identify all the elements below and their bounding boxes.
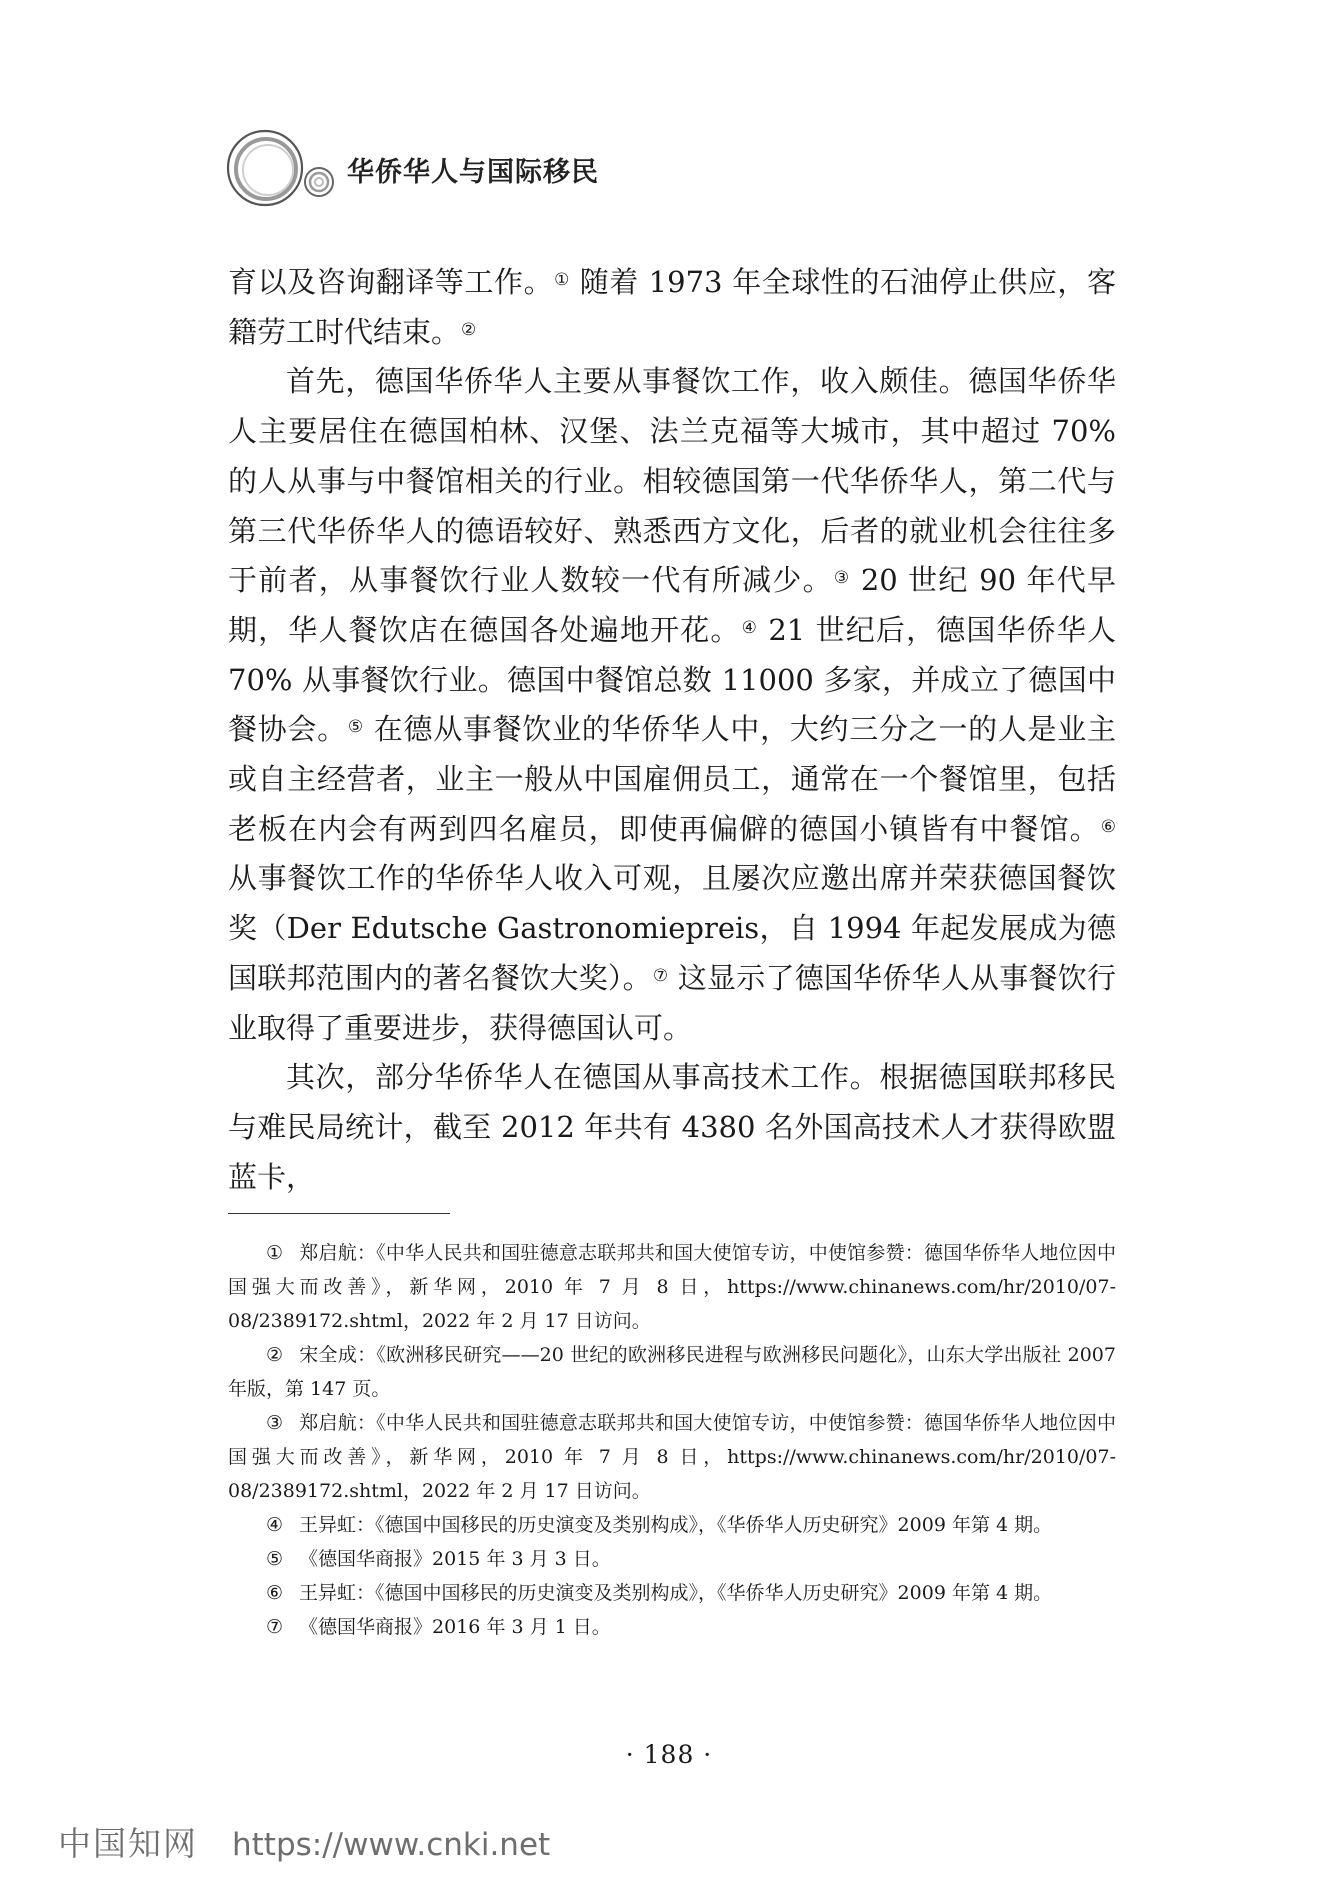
footnote-text: 郑启航：《中华人民共和国驻德意志联邦共和国大使馆专访，中使馆参赞：德国华侨华人地位因中国强大而改善》，新华网，2010 年 7 月 8 日，https://www.chinanews.com/hr/2010/07-08/2389172.shtml，2022 年 2 月 17 日访问。 — [228, 1242, 1116, 1332]
body-paragraph — [228, 357, 1116, 1053]
watermark-url: https://www.cnki.net — [232, 1827, 551, 1863]
footnote-divider — [228, 1213, 450, 1214]
text-segment: 从事餐饮工作的华侨华人收入可观，且屡次应邀出席并荣获德国餐饮奖（Der Edutsche Gastronomiepreis，自 1994 年起发展成为德国联邦范围内的著名餐饮大奖）。 — [228, 861, 1116, 995]
footnote — [228, 1508, 1116, 1542]
body-paragraph — [228, 258, 1116, 357]
footnote-mark: ② — [266, 1344, 284, 1366]
watermark — [58, 1818, 550, 1865]
footnote-reference: ② — [461, 319, 477, 340]
footnote-text: 王异虹：《德国中国移民的历史演变及类别构成》，《华侨华人历史研究》2009 年第 4 期。 — [299, 1582, 1053, 1604]
footnote-text: 王异虹：《德国中国移民的历史演变及类别构成》，《华侨华人历史研究》2009 年第 4 期。 — [299, 1514, 1053, 1536]
text-segment: 首先，德国华侨华人主要从事餐饮工作，收入颇佳。德国华侨华人主要居住在德国柏林、汉堡、法兰克福等大城市，其中超过 70% 的人从事与中餐馆相关的行业。相较德国第一代华侨华人，第二代与第三代华侨华人的德语较好、熟悉西方文化，后者的就业机会往往多于前者，从事餐饮行业人数较一代有所减少。 — [228, 364, 1116, 598]
footnote — [228, 1338, 1116, 1406]
footnote — [228, 1406, 1116, 1508]
footnote — [228, 1542, 1116, 1576]
footnote-text: 郑启航：《中华人民共和国驻德意志联邦共和国大使馆专访，中使馆参赞：德国华侨华人地位因中国强大而改善》，新华网，2010 年 7 月 8 日，https://www.chinanews.com/hr/2010/07-08/2389172.shtml，2022 年 2 月 17 日访问。 — [228, 1412, 1116, 1502]
footnote-mark: ① — [266, 1242, 284, 1264]
text-segment: 在德从事餐饮业的华侨华人中，大约三分之一的人是业主或自主经营者，业主一般从中国雇佣员工，通常在一个餐馆里，包括老板在内会有两到四名雇员，即使再偏僻的德国小镇皆有中餐馆。 — [228, 712, 1116, 846]
watermark-name: 中国知网 — [58, 1824, 198, 1863]
footnote-mark: ⑥ — [266, 1582, 284, 1604]
footnote-reference: ⑥ — [1100, 816, 1116, 837]
header-title: 华侨华人与国际移民 — [347, 157, 599, 188]
footnote-reference: ⑦ — [652, 965, 669, 986]
footnote-text: 《德国华商报》2016 年 3 月 1 日。 — [299, 1616, 611, 1638]
text-segment: 育以及咨询翻译等工作。 — [228, 265, 554, 299]
footnote-mark: ④ — [266, 1514, 284, 1536]
footnote-mark: ⑤ — [266, 1548, 284, 1570]
body-paragraph — [228, 1053, 1116, 1202]
footnote — [228, 1610, 1116, 1644]
footnote — [228, 1236, 1116, 1338]
footnotes — [228, 1236, 1116, 1644]
text-segment: 这显示了德国华侨华人从事餐饮行业取得了重要进步，获得德国认可。 — [228, 960, 1116, 1045]
footnote-reference: ③ — [833, 568, 851, 589]
body-text — [228, 258, 1116, 1202]
text-segment: 20 世纪 90 年代早期，华人餐饮店在德国各处遍地开花。 — [228, 563, 1116, 647]
footnote-text: 宋全成：《欧洲移民研究——20 世纪的欧洲移民进程与欧洲移民问题化》，山东大学出版社 2007 年版，第 147 页。 — [228, 1344, 1116, 1400]
footnote-reference: ① — [554, 270, 570, 290]
text-segment: 随着 1973 年全球性的石油停止供应，客籍劳工时代结束。 — [228, 265, 1116, 349]
footnote-reference: ④ — [741, 617, 758, 638]
page-number: · 188 · — [625, 1740, 713, 1769]
footnote-reference: ⑤ — [347, 717, 364, 738]
text-segment: 其次，部分华侨华人在德国从事高技术工作。根据德国联邦移民与难民局统计，截至 2012 年共有 4380 名外国高技术人才获得欧盟蓝卡， — [228, 1060, 1116, 1194]
footnote — [228, 1576, 1116, 1610]
running-header — [225, 128, 1125, 208]
text-segment: 21 世纪后，德国华侨华人 70% 从事餐饮行业。德国中餐馆总数 11000 多家，并成立了德国中餐协会。 — [228, 612, 1116, 747]
footnote-mark: ⑦ — [266, 1616, 284, 1638]
concentric-circles-logo-icon — [225, 128, 345, 208]
footnote-text: 《德国华商报》2015 年 3 月 3 日。 — [299, 1548, 611, 1570]
footnote-mark: ③ — [266, 1412, 284, 1434]
